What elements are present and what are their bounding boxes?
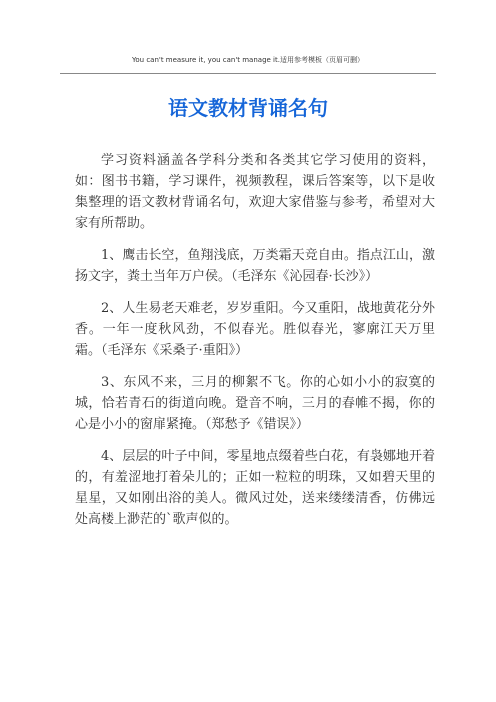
header-divider [60, 73, 436, 74]
quote-paragraph-3: 3、东风不来，三月的柳絮不飞。你的心如小小的寂寞的城，恰若青石的街道向晚。跫音不响，三月的春帷不揭，你的心是小小的窗扉紧掩。（郑愁予《错误》） [75, 375, 435, 432]
quote-paragraph-2: 2、人生易老天难老，岁岁重阳。今又重阳，战地黄花分外香。一年一度秋风劲，不似春光。胜似春光，寥廓江天万里霜。（毛泽东《采桑子·重阳》） [75, 301, 435, 358]
document-body [75, 150, 435, 541]
quote-paragraph-4: 4、层层的叶子中间，零星地点缀着些白花，有袅娜地开着的，有羞涩地打着朵儿的；正如一粒粒的明珠，又如碧天里的星星，又如刚出浴的美人。微风过处，送来缕缕清香，仿佛远处高楼上渺茫的`歌声似的。 [75, 449, 435, 527]
document-title: 语文教材背诵名句 [168, 96, 328, 120]
page-header: You can't measure it, you can't manage it.适用参考模板（页眉可删） [132, 56, 364, 64]
quote-paragraph-1: 1、鹰击长空，鱼翔浅底，万类霜天竞自由。指点江山，激扬文字，粪土当年万户侯。（毛泽东《沁园春·长沙》） [75, 248, 435, 284]
intro-paragraph: 学习资料涵盖各学科分类和各类其它学习使用的资料，如：图书书籍，学习课件，视频教程，课后答案等，以下是收集整理的语文教材背诵名句，欢迎大家借鉴与参考，希望对大家有所帮助。 [75, 153, 435, 231]
